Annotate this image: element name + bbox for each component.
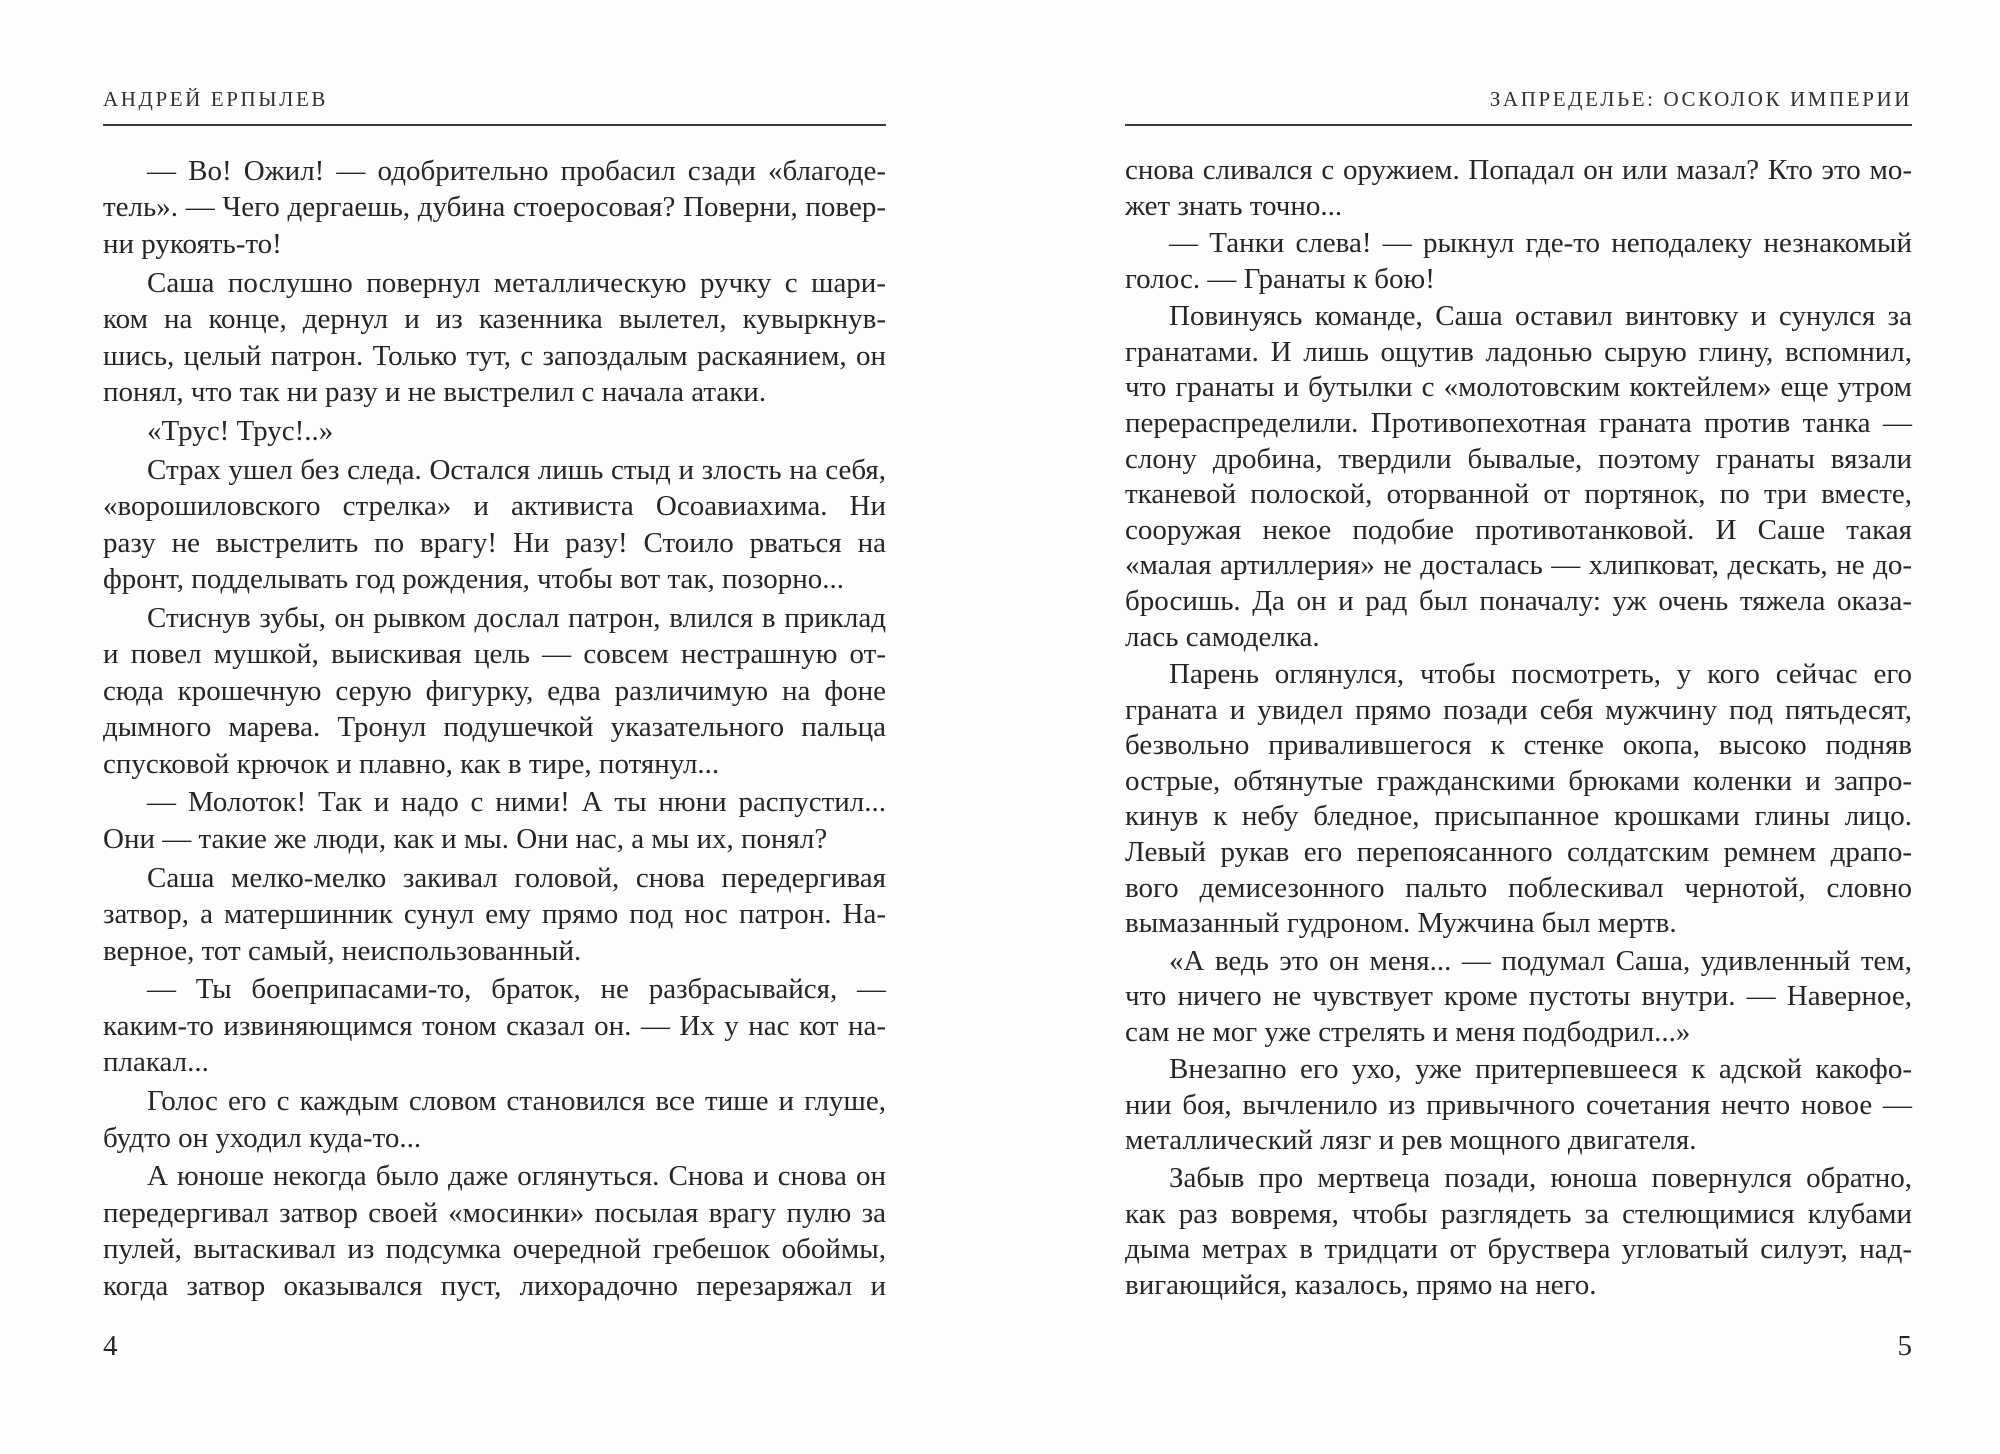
- text-line: [1125, 871, 1912, 907]
- text-line: [103, 933, 886, 969]
- text-line: [103, 896, 886, 932]
- text-line: [1125, 548, 1912, 584]
- text-line: [103, 452, 886, 488]
- page-number: 5: [1897, 1330, 1912, 1362]
- line-text: каким-то извиняющимся тоном сказал он. — Их у нас кот на-: [103, 1009, 886, 1042]
- line-text: и повел мушкой, выискивая цель — совсем нестрашную от-: [103, 638, 886, 671]
- line-text: лась самоделка.: [1125, 620, 1320, 653]
- text-line: [103, 600, 886, 636]
- text-line: [1125, 944, 1912, 980]
- text-line: [1125, 189, 1912, 225]
- text-line: [1125, 477, 1912, 513]
- paragraph: [1125, 657, 1912, 942]
- text-line: [1125, 764, 1912, 800]
- text-line: [103, 971, 886, 1007]
- text-line: [103, 1044, 886, 1080]
- text-line: [103, 821, 886, 857]
- text-line: [1125, 799, 1912, 835]
- left-page: [103, 0, 886, 1454]
- line-text: слону дробина, твердили бывалые, поэтому гранаты вязали: [1125, 442, 1912, 475]
- text-line: [103, 1008, 886, 1044]
- line-text: острые, обтянутые гражданскими брюками коленки и запро-: [1125, 764, 1912, 797]
- line-text: «малая артиллерия» не досталась — хлипковат, дескать, не до-: [1125, 549, 1912, 582]
- running-head-author: АНДРЕЙ ЕРПЫЛЕВ: [103, 87, 329, 111]
- paragraph: [1125, 1052, 1912, 1159]
- line-text: Саша мелко-мелко закивал головой, снова передергивая: [147, 861, 886, 894]
- text-line: [1125, 299, 1912, 335]
- paragraph: [103, 1083, 886, 1156]
- line-text: что ничего не чувствует кроме пустоты внутри. — Наверное,: [1125, 980, 1912, 1013]
- text-line: [1125, 1197, 1912, 1233]
- text-line: [103, 784, 886, 820]
- text-line: [103, 153, 886, 189]
- text-line: [1125, 1161, 1912, 1197]
- line-text: передергивал затвор своей «мосинки» посылая врагу пулю за: [103, 1196, 886, 1229]
- line-text: вымазанный гудроном. Мужчина был мертв.: [1125, 907, 1677, 940]
- line-text: Голос его с каждым словом становился все тише и глуше,: [147, 1085, 886, 1118]
- text-line: [103, 1120, 886, 1156]
- text-line: [103, 561, 886, 597]
- text-line: [1125, 1088, 1912, 1124]
- line-text: бросишь. Да он и рад был поначалу: уж очень тяжела оказа-: [1125, 584, 1912, 617]
- text-line: [1125, 979, 1912, 1015]
- paragraph: [1125, 226, 1912, 297]
- line-text: А юноше некогда было даже оглянуться. Снова и снова он: [147, 1160, 886, 1193]
- text-line: [1125, 513, 1912, 549]
- header-rule: [103, 124, 886, 126]
- line-text: металлический лязг и рев мощного двигателя.: [1125, 1124, 1697, 1157]
- line-text: что гранаты и бутылки с «молотовским коктейлем» еще утром: [1125, 371, 1912, 404]
- line-text: пулей, вытаскивал из подсумка очередной гребешок обоймы,: [103, 1233, 886, 1266]
- text-line: [1125, 1268, 1912, 1304]
- text-line: [1125, 153, 1912, 189]
- line-text: нии боя, вычленило из привычного сочетания нечто новое —: [1125, 1088, 1912, 1121]
- text-line: [1125, 406, 1912, 442]
- text-line: [103, 1158, 886, 1194]
- paragraph: [103, 413, 886, 449]
- text-line: [103, 413, 886, 449]
- text-line: [1125, 835, 1912, 871]
- line-text: Повинуясь команде, Саша оставил винтовку и сунулся за: [1169, 300, 1912, 333]
- line-text: вого демисезонного пальто поблескивал чернотой, словно: [1125, 871, 1912, 904]
- paragraph: [103, 971, 886, 1080]
- text-line: [103, 1083, 886, 1119]
- page-body: [1125, 153, 1912, 1303]
- line-text: безвольно привалившегося к стенке окопа, высоко подняв: [1125, 729, 1912, 762]
- text-line: [1125, 1052, 1912, 1088]
- line-text: верное, тот самый, неиспользованный.: [103, 934, 582, 967]
- line-text: ком на конце, дернул и из казенника вылетел, кувыркнув-: [103, 303, 886, 336]
- text-line: [103, 636, 886, 672]
- text-line: [1125, 1232, 1912, 1268]
- line-text: жет знать точно...: [1125, 189, 1343, 222]
- line-text: понял, что так ни разу и не выстрелил с начала атаки.: [103, 375, 767, 408]
- text-line: [103, 1231, 886, 1267]
- text-line: [1125, 728, 1912, 764]
- line-text: Они — такие же люди, как и мы. Они нас, а мы их, понял?: [103, 822, 828, 855]
- paragraph: [1125, 153, 1912, 224]
- text-line: [103, 673, 886, 709]
- line-text: затвор, а матершинник сунул ему прямо под нос патрон. На-: [103, 898, 886, 931]
- line-text: гранатами. И лишь ощутив ладонью сырую глину, вспомнил,: [1125, 335, 1912, 368]
- paragraph: [103, 452, 886, 598]
- paragraph: [103, 265, 886, 411]
- line-text: — Во! Ожил! — одобрительно пробасил сзади «благоде-: [147, 155, 886, 187]
- text-line: [1125, 584, 1912, 620]
- line-text: голос. — Гранаты к бою!: [1125, 262, 1435, 295]
- running-head-title: ЗАПРЕДЕЛЬЕ: ОСКОЛОК ИМПЕРИИ: [1489, 87, 1912, 111]
- page-body: [103, 153, 886, 1304]
- text-line: [1125, 262, 1912, 298]
- line-text: Страх ушел без следа. Остался лишь стыд и злость на себя,: [147, 453, 886, 486]
- line-text: дымного марева. Тронул подушечкой указательного пальца: [103, 711, 886, 744]
- text-line: [103, 301, 886, 337]
- line-text: «Трус! Трус!..»: [147, 414, 334, 447]
- line-text: сюда крошечную серую фигурку, едва различимую на фоне: [103, 674, 886, 707]
- line-text: когда затвор оказывался пуст, лихорадочно перезаряжал и: [103, 1269, 886, 1302]
- text-line: [1125, 906, 1912, 942]
- paragraph: [1125, 299, 1912, 655]
- paragraph: [103, 600, 886, 782]
- text-line: [1125, 1123, 1912, 1159]
- line-text: сооружая некое подобие противотанковой. И Саше такая: [1125, 513, 1912, 546]
- line-text: шись, целый патрон. Только тут, с запоздалым раскаянием, он: [103, 339, 886, 372]
- line-text: — Молоток! Так и надо с ними! А ты нюни распустил...: [147, 786, 886, 819]
- line-text: Забыв про мертвеца позади, юноша повернулся обратно,: [1169, 1161, 1912, 1194]
- line-text: Левый рукав его перепоясанного солдатским ремнем драпо-: [1125, 835, 1912, 868]
- text-line: [103, 488, 886, 524]
- paragraph: [103, 860, 886, 969]
- line-text: — Ты боеприпасами-то, браток, не разбрасывайся, —: [147, 973, 886, 1006]
- text-line: [1125, 657, 1912, 693]
- page-number: 4: [103, 1330, 118, 1362]
- line-text: кинув к небу бледное, присыпанное крошками глины лицо.: [1125, 800, 1912, 833]
- text-line: [103, 1195, 886, 1231]
- text-line: [103, 338, 886, 374]
- paragraph: [103, 1158, 886, 1304]
- text-line: [1125, 370, 1912, 406]
- line-text: ни рукоять-то!: [103, 227, 282, 260]
- line-text: плакал...: [103, 1046, 209, 1079]
- line-text: тканевой полоской, оторванной от портянок, по три вместе,: [1125, 478, 1912, 511]
- text-line: [103, 1268, 886, 1304]
- text-line: [103, 189, 886, 225]
- line-text: «А ведь это он меня... — подумал Саша, удивленный тем,: [1169, 944, 1912, 977]
- text-line: [103, 265, 886, 301]
- line-text: Стиснув зубы, он рывком дослал патрон, влился в приклад: [147, 601, 886, 634]
- text-line: [103, 525, 886, 561]
- line-text: перераспределили. Противопехотная граната против танка —: [1125, 406, 1912, 439]
- paragraph: [103, 784, 886, 857]
- line-text: вигающийся, казалось, прямо на него.: [1125, 1268, 1597, 1301]
- line-text: — Танки слева! — рыкнул где-то неподалеку незнакомый: [1169, 227, 1912, 260]
- text-line: [103, 746, 886, 782]
- line-text: фронт, подделывать год рождения, чтобы вот так, позорно...: [103, 562, 845, 595]
- line-text: разу не выстрелить по врагу! Ни разу! Стоило рваться на: [103, 526, 886, 559]
- line-text: сам не мог уже стрелять и меня подбодрил...»: [1125, 1015, 1691, 1048]
- text-line: [1125, 335, 1912, 371]
- text-line: [103, 709, 886, 745]
- text-line: [1125, 693, 1912, 729]
- right-page: [1125, 0, 1912, 1454]
- line-text: граната и увидел прямо позади себя мужчину под пятьдесят,: [1125, 693, 1912, 726]
- line-text: спусковой крючок и плавно, как в тире, потянул...: [103, 747, 720, 780]
- line-text: будто он уходил куда-то...: [103, 1121, 422, 1154]
- paragraph: [1125, 944, 1912, 1051]
- paragraph: [1125, 1161, 1912, 1303]
- text-line: [1125, 226, 1912, 262]
- line-text: Внезапно его ухо, уже притерпевшееся к адской какофо-: [1169, 1053, 1912, 1086]
- text-line: [103, 374, 886, 410]
- line-text: снова сливался с оружием. Попадал он или мазал? Кто это мо-: [1125, 154, 1912, 186]
- text-line: [1125, 442, 1912, 478]
- text-line: [103, 226, 886, 262]
- header-rule: [1125, 124, 1912, 126]
- line-text: «ворошиловского стрелка» и активиста Осоавиахима. Ни: [103, 490, 886, 523]
- text-line: [1125, 620, 1912, 656]
- line-text: как раз вовремя, чтобы разглядеть за стелющимися клубами: [1125, 1197, 1912, 1230]
- line-text: Саша послушно повернул металлическую ручку с шари-: [147, 266, 886, 299]
- line-text: дыма метрах в тридцати от бруствера угловатый силуэт, над-: [1125, 1233, 1912, 1266]
- paragraph: [103, 153, 886, 262]
- line-text: тель». — Чего дергаешь, дубина стоеросовая? Поверни, повер-: [103, 191, 886, 224]
- text-line: [103, 860, 886, 896]
- line-text: Парень оглянулся, чтобы посмотреть, у кого сейчас его: [1169, 657, 1912, 690]
- text-line: [1125, 1015, 1912, 1051]
